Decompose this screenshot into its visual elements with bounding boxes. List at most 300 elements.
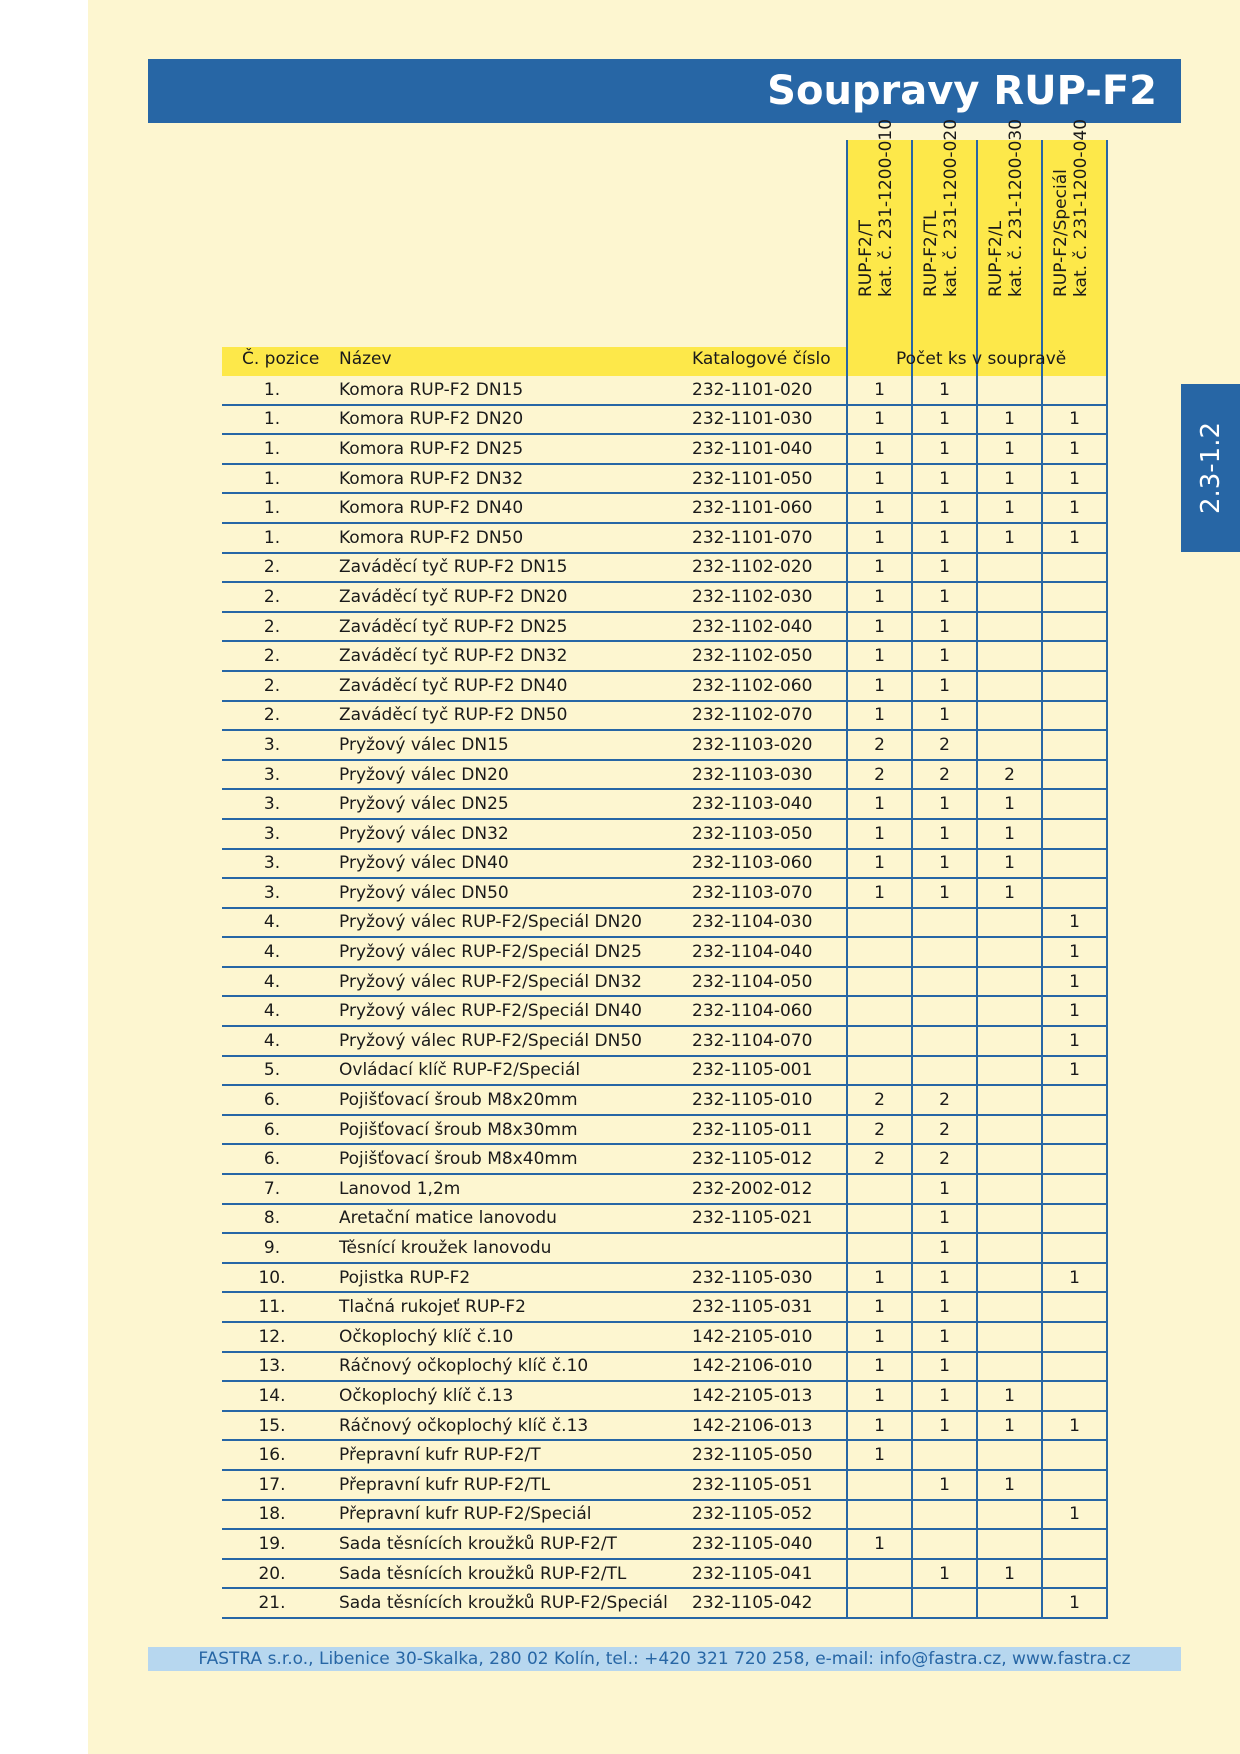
catalog-number-cell: 232-1104-030: [692, 908, 847, 938]
position-cell: 6.: [222, 1085, 322, 1115]
table-row: [222, 641, 1107, 671]
quantity-cell: 1: [912, 434, 977, 464]
catalog-number-cell: 232-1102-020: [692, 553, 847, 583]
catalog-number-cell: 232-1105-030: [692, 1263, 847, 1293]
quantity-cell: [977, 1529, 1042, 1559]
quantity-cell: 1: [847, 523, 912, 553]
quantity-cell: [977, 1292, 1042, 1322]
part-name-cell: Přepravní kufr RUP-F2/T: [322, 1440, 692, 1470]
quantity-cell: [1042, 1559, 1107, 1589]
quantity-cell: [1042, 1381, 1107, 1411]
table-row: [222, 523, 1107, 553]
part-name-cell: Ovládací klíč RUP-F2/Speciál: [322, 1056, 692, 1086]
quantity-cell: 1: [847, 493, 912, 523]
quantity-cell: 1: [1042, 967, 1107, 997]
quantity-cell: 1: [847, 582, 912, 612]
catalog-number-cell: 232-1101-070: [692, 523, 847, 553]
quantity-cell: 1: [912, 1233, 977, 1263]
catalog-number-cell: [692, 1233, 847, 1263]
table-row: [222, 1056, 1107, 1086]
catalog-number-cell: 232-1105-041: [692, 1559, 847, 1589]
quantity-cell: 1: [912, 878, 977, 908]
position-cell: 2.: [222, 582, 322, 612]
quantity-cell: 1: [847, 464, 912, 494]
catalog-number-cell: 232-1105-031: [692, 1292, 847, 1322]
quantity-cell: 1: [1042, 1056, 1107, 1086]
quantity-cell: [847, 1559, 912, 1589]
part-name-cell: Těsnící kroužek lanovodu: [322, 1233, 692, 1263]
page-title: Soupravy RUP-F2: [767, 68, 1157, 114]
quantity-cell: [1042, 730, 1107, 760]
quantity-cell: [977, 1115, 1042, 1145]
set-catalog-number: kat. č. 231-1200-010: [875, 118, 896, 297]
parts-table: [222, 376, 1108, 1619]
quantity-cell: 1: [912, 1263, 977, 1293]
quantity-cell: 1: [912, 819, 977, 849]
table-row: [222, 1588, 1107, 1618]
header-position: Č. pozice: [242, 349, 320, 369]
table-row: [222, 1440, 1107, 1470]
position-cell: 2.: [222, 671, 322, 701]
quantity-cell: [912, 996, 977, 1026]
quantity-cell: 1: [847, 849, 912, 879]
quantity-cell: 1: [977, 434, 1042, 464]
quantity-cell: [977, 1500, 1042, 1530]
part-name-cell: Pojišťovací šroub M8x30mm: [322, 1115, 692, 1145]
quantity-cell: [912, 1440, 977, 1470]
part-name-cell: Zaváděcí tyč RUP-F2 DN15: [322, 553, 692, 583]
part-name-cell: Pryžový válec DN40: [322, 849, 692, 879]
table-row: [222, 1352, 1107, 1382]
table-row: [222, 967, 1107, 997]
quantity-cell: [1042, 1144, 1107, 1174]
part-name-cell: Pryžový válec RUP-F2/Speciál DN32: [322, 967, 692, 997]
catalog-number-cell: 232-1102-040: [692, 612, 847, 642]
part-name-cell: Přepravní kufr RUP-F2/Speciál: [322, 1500, 692, 1530]
quantity-cell: 1: [912, 1352, 977, 1382]
quantity-cell: [912, 967, 977, 997]
quantity-cell: 1: [1042, 1026, 1107, 1056]
part-name-cell: Pryžový válec RUP-F2/Speciál DN20: [322, 908, 692, 938]
quantity-cell: [977, 376, 1042, 405]
quantity-cell: [977, 612, 1042, 642]
catalog-number-cell: 232-1101-060: [692, 493, 847, 523]
quantity-cell: [977, 1174, 1042, 1204]
table-row: [222, 405, 1107, 435]
catalog-number-cell: 232-1105-012: [692, 1144, 847, 1174]
part-name-cell: Pryžový válec DN20: [322, 760, 692, 790]
header-catalog: Katalogové číslo: [692, 349, 831, 369]
quantity-cell: 1: [977, 878, 1042, 908]
position-cell: 4.: [222, 1026, 322, 1056]
part-name-cell: Pryžový válec RUP-F2/Speciál DN25: [322, 937, 692, 967]
catalog-number-cell: 232-1105-011: [692, 1115, 847, 1145]
quantity-cell: 1: [912, 1411, 977, 1441]
catalog-number-cell: 232-1105-040: [692, 1529, 847, 1559]
position-cell: 3.: [222, 878, 322, 908]
part-name-cell: Pryžový válec DN50: [322, 878, 692, 908]
quantity-cell: [1042, 376, 1107, 405]
quantity-cell: 1: [912, 612, 977, 642]
position-cell: 13.: [222, 1352, 322, 1382]
table-row: [222, 1559, 1107, 1589]
quantity-cell: 2: [977, 760, 1042, 790]
table-row: [222, 1144, 1107, 1174]
quantity-cell: 1: [847, 1381, 912, 1411]
part-name-cell: Lanovod 1,2m: [322, 1174, 692, 1204]
quantity-cell: 1: [912, 464, 977, 494]
table-row: [222, 730, 1107, 760]
quantity-cell: [847, 1233, 912, 1263]
quantity-cell: 1: [847, 553, 912, 583]
set-name: RUP-F2/L: [985, 220, 1006, 297]
position-cell: 20.: [222, 1559, 322, 1589]
table-row: [222, 582, 1107, 612]
quantity-cell: 1: [847, 701, 912, 731]
quantity-cell: [1042, 819, 1107, 849]
catalog-number-cell: 232-1103-030: [692, 760, 847, 790]
position-cell: 6.: [222, 1115, 322, 1145]
quantity-cell: 1: [912, 523, 977, 553]
position-cell: 21.: [222, 1588, 322, 1618]
position-cell: 3.: [222, 789, 322, 819]
catalog-number-cell: 232-1101-040: [692, 434, 847, 464]
part-name-cell: Pryžový válec DN15: [322, 730, 692, 760]
quantity-cell: 1: [912, 1470, 977, 1500]
position-cell: 16.: [222, 1440, 322, 1470]
quantity-cell: [847, 1056, 912, 1086]
quantity-cell: 2: [912, 1115, 977, 1145]
part-name-cell: Sada těsnících kroužků RUP-F2/TL: [322, 1559, 692, 1589]
part-name-cell: Zaváděcí tyč RUP-F2 DN32: [322, 641, 692, 671]
position-cell: 2.: [222, 553, 322, 583]
quantity-cell: [977, 730, 1042, 760]
part-name-cell: Pryžový válec DN32: [322, 819, 692, 849]
part-name-cell: Zaváděcí tyč RUP-F2 DN20: [322, 582, 692, 612]
quantity-cell: 1: [847, 641, 912, 671]
quantity-cell: 1: [847, 1529, 912, 1559]
position-cell: 1.: [222, 376, 322, 405]
quantity-cell: 1: [847, 376, 912, 405]
position-cell: 3.: [222, 819, 322, 849]
catalog-number-cell: 232-2002-012: [692, 1174, 847, 1204]
quantity-cell: [1042, 701, 1107, 731]
catalog-number-cell: 142-2105-013: [692, 1381, 847, 1411]
table-row: [222, 996, 1107, 1026]
catalog-number-cell: 232-1102-050: [692, 641, 847, 671]
table-row: [222, 701, 1107, 731]
quantity-cell: 1: [977, 523, 1042, 553]
quantity-cell: [1042, 1115, 1107, 1145]
quantity-cell: [847, 1026, 912, 1056]
quantity-cell: 1: [912, 1559, 977, 1589]
catalog-number-cell: 142-2105-010: [692, 1322, 847, 1352]
part-name-cell: Tlačná rukojeť RUP-F2: [322, 1292, 692, 1322]
quantity-cell: 1: [912, 671, 977, 701]
part-name-cell: Komora RUP-F2 DN15: [322, 376, 692, 405]
part-name-cell: Očkoplochý klíč č.10: [322, 1322, 692, 1352]
catalog-number-cell: 232-1104-050: [692, 967, 847, 997]
quantity-cell: [847, 908, 912, 938]
table-row: [222, 1204, 1107, 1234]
set-header-l: [978, 118, 1043, 347]
quantity-cell: [912, 1056, 977, 1086]
quantity-cell: 1: [847, 1322, 912, 1352]
catalog-number-cell: 232-1103-070: [692, 878, 847, 908]
quantity-cell: 1: [977, 1381, 1042, 1411]
position-cell: 3.: [222, 730, 322, 760]
quantity-cell: 2: [912, 1085, 977, 1115]
position-cell: 3.: [222, 760, 322, 790]
position-cell: 4.: [222, 908, 322, 938]
quantity-cell: [1042, 553, 1107, 583]
table-row: [222, 760, 1107, 790]
table-row: [222, 1381, 1107, 1411]
position-cell: 1.: [222, 405, 322, 435]
part-name-cell: Ráčnový očkoplochý klíč č.13: [322, 1411, 692, 1441]
quantity-cell: 1: [1042, 434, 1107, 464]
position-cell: 1.: [222, 493, 322, 523]
table-row: [222, 1085, 1107, 1115]
quantity-cell: 1: [1042, 405, 1107, 435]
quantity-cell: [977, 1204, 1042, 1234]
part-name-cell: Pojišťovací šroub M8x40mm: [322, 1144, 692, 1174]
quantity-cell: 1: [977, 464, 1042, 494]
set-catalog-number: kat. č. 231-1200-020: [940, 118, 961, 297]
position-cell: 8.: [222, 1204, 322, 1234]
quantity-cell: 1: [847, 1411, 912, 1441]
quantity-cell: 1: [1042, 1588, 1107, 1618]
table-row: [222, 1411, 1107, 1441]
quantity-cell: 1: [912, 1174, 977, 1204]
catalog-number-cell: 232-1102-030: [692, 582, 847, 612]
position-cell: 17.: [222, 1470, 322, 1500]
quantity-cell: 1: [977, 849, 1042, 879]
part-name-cell: Aretační matice lanovodu: [322, 1204, 692, 1234]
table-row: [222, 1500, 1107, 1530]
part-name-cell: Ráčnový očkoplochý klíč č.10: [322, 1352, 692, 1382]
position-cell: 7.: [222, 1174, 322, 1204]
position-cell: 14.: [222, 1381, 322, 1411]
catalog-number-cell: 232-1101-050: [692, 464, 847, 494]
quantity-cell: 1: [977, 1411, 1042, 1441]
part-name-cell: Komora RUP-F2 DN40: [322, 493, 692, 523]
quantity-cell: [847, 937, 912, 967]
part-name-cell: Zaváděcí tyč RUP-F2 DN40: [322, 671, 692, 701]
quantity-cell: 1: [912, 493, 977, 523]
quantity-cell: [1042, 1352, 1107, 1382]
catalog-number-cell: 232-1105-010: [692, 1085, 847, 1115]
part-name-cell: Komora RUP-F2 DN50: [322, 523, 692, 553]
position-cell: 4.: [222, 967, 322, 997]
table-row: [222, 819, 1107, 849]
quantity-cell: [977, 1233, 1042, 1263]
quantity-cell: [912, 937, 977, 967]
catalog-number-cell: 232-1102-070: [692, 701, 847, 731]
quantity-cell: 1: [847, 671, 912, 701]
part-name-cell: Sada těsnících kroužků RUP-F2/Speciál: [322, 1588, 692, 1618]
set-header-t: [848, 118, 913, 347]
catalog-number-cell: 232-1104-060: [692, 996, 847, 1026]
table-row: [222, 1263, 1107, 1293]
quantity-cell: [1042, 849, 1107, 879]
position-cell: 10.: [222, 1263, 322, 1293]
quantity-cell: 2: [847, 1085, 912, 1115]
catalog-number-cell: 142-2106-010: [692, 1352, 847, 1382]
quantity-cell: [977, 701, 1042, 731]
table-row: [222, 1322, 1107, 1352]
table-row: [222, 789, 1107, 819]
part-name-cell: Zaváděcí tyč RUP-F2 DN25: [322, 612, 692, 642]
quantity-cell: [847, 1500, 912, 1530]
position-cell: 9.: [222, 1233, 322, 1263]
part-name-cell: Sada těsnících kroužků RUP-F2/T: [322, 1529, 692, 1559]
quantity-cell: [1042, 1204, 1107, 1234]
position-cell: 2.: [222, 641, 322, 671]
quantity-cell: [977, 553, 1042, 583]
part-name-cell: Pryžový válec RUP-F2/Speciál DN40: [322, 996, 692, 1026]
quantity-cell: 1: [977, 1559, 1042, 1589]
table-row: [222, 464, 1107, 494]
header-count: Počet ks v soupravě: [896, 349, 1067, 369]
set-header-special: [1043, 118, 1108, 347]
quantity-cell: [1042, 1529, 1107, 1559]
quantity-cell: 1: [847, 1352, 912, 1382]
table-row: [222, 671, 1107, 701]
catalog-number-cell: 232-1105-001: [692, 1056, 847, 1086]
quantity-cell: 1: [1042, 996, 1107, 1026]
table-row: [222, 612, 1107, 642]
quantity-cell: [977, 1352, 1042, 1382]
part-name-cell: Zaváděcí tyč RUP-F2 DN50: [322, 701, 692, 731]
quantity-cell: 1: [1042, 908, 1107, 938]
part-name-cell: Pojišťovací šroub M8x20mm: [322, 1085, 692, 1115]
quantity-cell: 1: [912, 376, 977, 405]
set-catalog-number: kat. č. 231-1200-040: [1070, 118, 1091, 297]
position-cell: 6.: [222, 1144, 322, 1174]
quantity-cell: 1: [847, 434, 912, 464]
quantity-cell: [847, 1174, 912, 1204]
set-name: RUP-F2/Speciál: [1050, 169, 1071, 297]
quantity-cell: 2: [912, 1144, 977, 1174]
quantity-cell: [977, 641, 1042, 671]
position-cell: 11.: [222, 1292, 322, 1322]
quantity-cell: 1: [912, 1204, 977, 1234]
table-row: [222, 908, 1107, 938]
quantity-cell: 1: [847, 1292, 912, 1322]
table-row: [222, 849, 1107, 879]
quantity-cell: [847, 1588, 912, 1618]
quantity-cell: [977, 1026, 1042, 1056]
quantity-cell: 1: [1042, 1411, 1107, 1441]
quantity-cell: [977, 1144, 1042, 1174]
quantity-cell: 1: [847, 1263, 912, 1293]
quantity-cell: 1: [1042, 523, 1107, 553]
quantity-cell: [1042, 582, 1107, 612]
quantity-cell: [977, 1263, 1042, 1293]
catalog-number-cell: 232-1101-020: [692, 376, 847, 405]
catalog-number-cell: 232-1103-020: [692, 730, 847, 760]
quantity-cell: 1: [912, 1381, 977, 1411]
quantity-cell: [977, 1588, 1042, 1618]
quantity-cell: 1: [912, 1322, 977, 1352]
quantity-cell: [847, 1204, 912, 1234]
section-tab: [1181, 384, 1240, 552]
footer: FASTRA s.r.o., Libenice 30-Skalka, 280 02 Kolín, tel.: +420 321 720 258, e-mail: info@fastra.cz, www.fastra.cz: [148, 1647, 1181, 1671]
position-cell: 12.: [222, 1322, 322, 1352]
quantity-cell: [912, 1588, 977, 1618]
position-cell: 2.: [222, 701, 322, 731]
catalog-number-cell: 232-1105-052: [692, 1500, 847, 1530]
table-row: [222, 878, 1107, 908]
catalog-number-cell: 232-1103-040: [692, 789, 847, 819]
part-name-cell: Komora RUP-F2 DN32: [322, 464, 692, 494]
catalog-number-cell: 232-1103-060: [692, 849, 847, 879]
quantity-cell: 1: [1042, 493, 1107, 523]
quantity-cell: 1: [977, 819, 1042, 849]
quantity-cell: [847, 996, 912, 1026]
position-cell: 5.: [222, 1056, 322, 1086]
table-row: [222, 1470, 1107, 1500]
catalog-number-cell: 232-1105-051: [692, 1470, 847, 1500]
quantity-cell: 1: [1042, 937, 1107, 967]
table-row: [222, 1292, 1107, 1322]
position-cell: 4.: [222, 996, 322, 1026]
part-name-cell: Přepravní kufr RUP-F2/TL: [322, 1470, 692, 1500]
position-cell: 1.: [222, 434, 322, 464]
quantity-cell: [1042, 789, 1107, 819]
quantity-cell: [977, 582, 1042, 612]
part-name-cell: Pryžový válec RUP-F2/Speciál DN50: [322, 1026, 692, 1056]
quantity-cell: 2: [847, 1115, 912, 1145]
quantity-cell: 1: [847, 878, 912, 908]
part-name-cell: Očkoplochý klíč č.13: [322, 1381, 692, 1411]
catalog-number-cell: 232-1104-040: [692, 937, 847, 967]
part-name-cell: Komora RUP-F2 DN20: [322, 405, 692, 435]
table-row: [222, 493, 1107, 523]
quantity-cell: [847, 967, 912, 997]
quantity-cell: [977, 1440, 1042, 1470]
quantity-cell: 1: [977, 493, 1042, 523]
quantity-cell: [977, 1056, 1042, 1086]
set-name: RUP-F2/TL: [920, 210, 941, 297]
position-cell: 1.: [222, 464, 322, 494]
catalog-number-cell: 232-1104-070: [692, 1026, 847, 1056]
quantity-cell: [977, 967, 1042, 997]
quantity-cell: [977, 1085, 1042, 1115]
quantity-cell: 1: [1042, 1500, 1107, 1530]
quantity-cell: [912, 1529, 977, 1559]
part-name-cell: Pojistka RUP-F2: [322, 1263, 692, 1293]
quantity-cell: 1: [847, 405, 912, 435]
quantity-cell: 1: [912, 405, 977, 435]
set-catalog-number: kat. č. 231-1200-030: [1005, 118, 1026, 297]
quantity-cell: [1042, 1470, 1107, 1500]
quantity-cell: 1: [847, 789, 912, 819]
quantity-cell: 1: [847, 1440, 912, 1470]
position-cell: 2.: [222, 612, 322, 642]
quantity-cell: [977, 671, 1042, 701]
quantity-cell: 1: [847, 819, 912, 849]
position-cell: 1.: [222, 523, 322, 553]
set-name: RUP-F2/T: [855, 220, 876, 297]
table-row: [222, 937, 1107, 967]
position-cell: 18.: [222, 1500, 322, 1530]
position-cell: 15.: [222, 1411, 322, 1441]
table-row: [222, 376, 1107, 405]
table-row: [222, 434, 1107, 464]
quantity-cell: 1: [912, 1292, 977, 1322]
